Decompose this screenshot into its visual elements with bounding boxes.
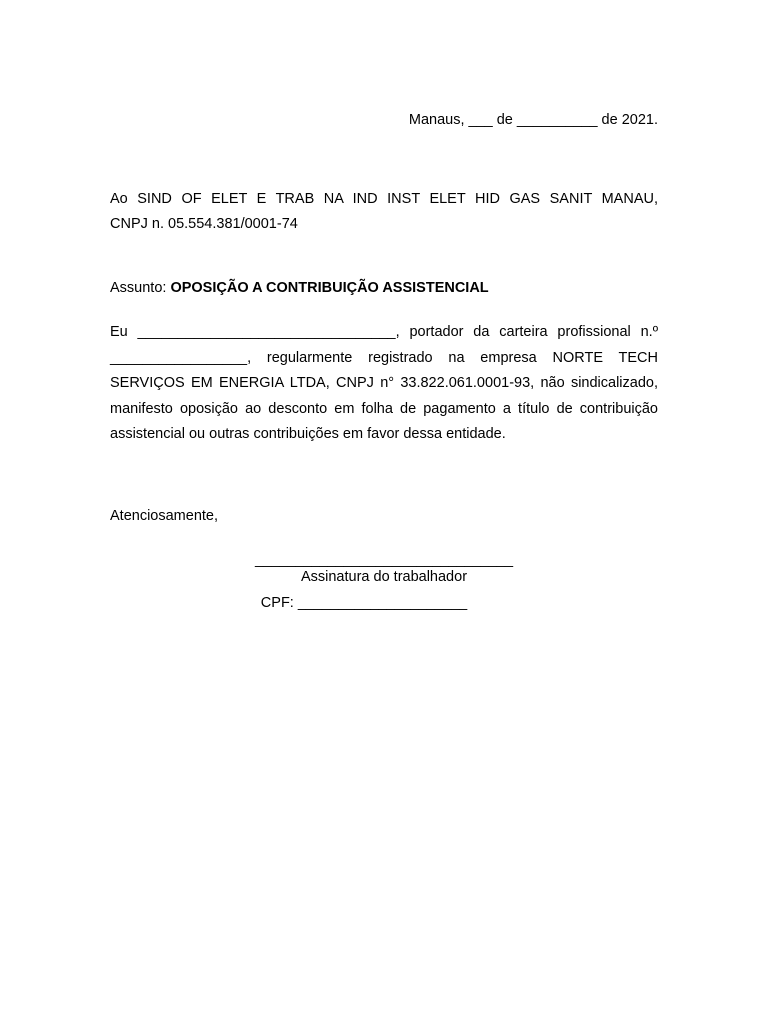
signature-label: Assinatura do trabalhador [300, 569, 468, 585]
subject-line [110, 280, 489, 296]
signature-line: ________________________________ [254, 552, 514, 568]
recipient-name: Ao SIND OF ELET E TRAB NA IND INST ELET HID GAS SANIT MANAU, [110, 191, 658, 207]
subject-text: OPOSIÇÃO A CONTRIBUIÇÃO ASSISTENCIAL [170, 280, 489, 296]
cpf-line: CPF: _____________________ [260, 595, 468, 611]
signature-block [110, 552, 658, 612]
recipient-cnpj: CNPJ n. 05.554.381/0001-74 [110, 216, 298, 232]
recipient-block [110, 187, 658, 237]
date-line: Manaus, ___ de __________ de 2021. [408, 112, 658, 128]
body-paragraph: Eu ________________________________, portador da carteira profissional n.º _________________, regularmente registrado na empresa NORTE TECH SERVIÇOS EM ENERGIA LTDA, CNPJ n° 33.822.061.0001-93, não sindicalizado, manifesto oposição ao desconto em folha de pagamento a título de contribuição assistencial ou outras contribuições em favor dessa entidade. [110, 324, 658, 442]
subject-label: Assunto: [110, 280, 167, 296]
closing: Atenciosamente, [110, 508, 219, 524]
